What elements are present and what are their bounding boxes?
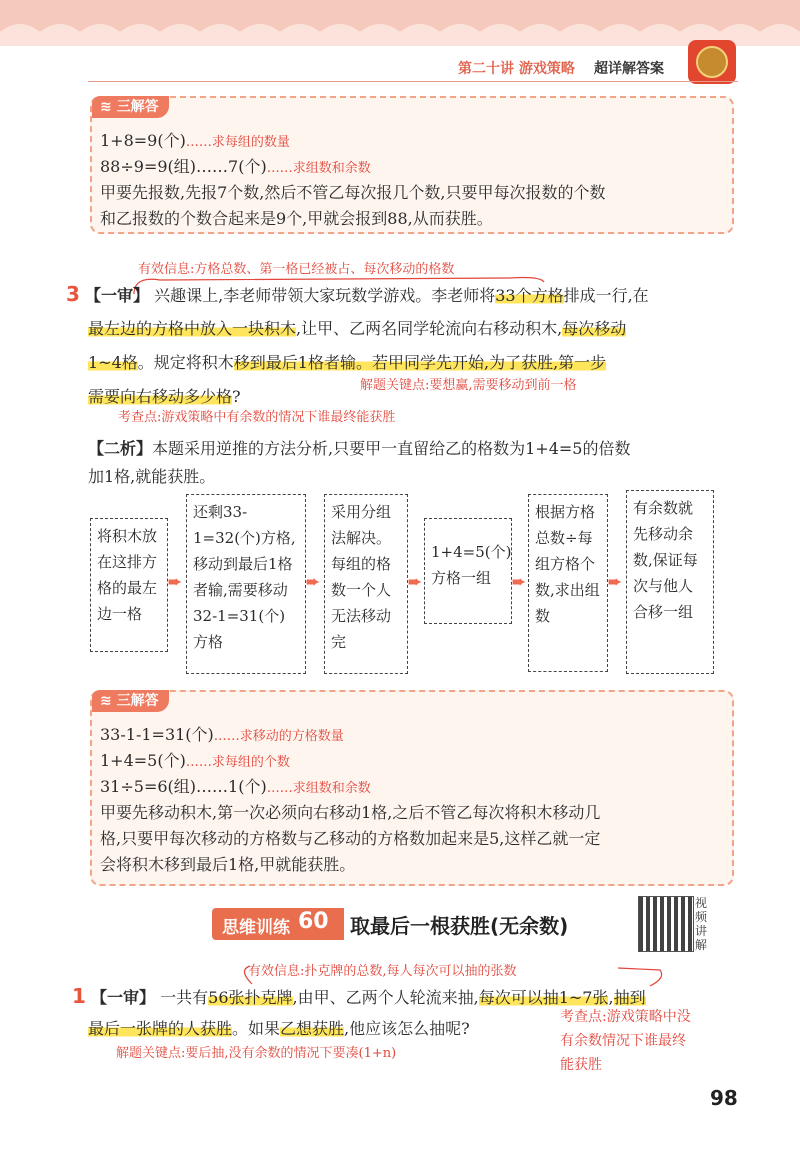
q3-highlight: 33个方格 [495,286,564,305]
qr-label: 视频讲解 [695,896,708,952]
q1-line-1 [72,984,646,1008]
q1-highlight: 每次可以抽1~7张 [478,988,609,1007]
answer-line [100,154,371,177]
exam-point-note-2: 有余数情况下谁最终 [560,1033,686,1049]
page-number: 98 [710,1086,738,1110]
q3-highlight: 。若甲同学先开始,为了获胜,第一步 [355,353,607,372]
key-point-note: 解题关键点:要后抽,没有余数的情况下要凑(1+n) [116,1046,397,1061]
answer-line: 甲要先报数,先报7个数,然后不管乙每次报几个数,只要甲每次报数的个数 [100,183,606,202]
flow-step-3: 采用分组法解决。每组的格数一个人无法移动完 [324,494,408,674]
analysis-tag: 【二析】 [88,439,153,458]
flow-step-4: 1+4=5(个)方格一组 [424,518,512,624]
analysis-text: 本题采用逆推的方法分析,只要甲一直留给乙的格数为1+4=5的倍数 [152,439,631,458]
equation: 1+4=5(个) [100,751,186,770]
equation: 33-1-1=31(个) [100,725,214,744]
q1-highlight: 抽到 [613,988,646,1007]
answer-line [100,774,371,797]
equation-note: ……求每组的个数 [185,755,290,770]
answer-line: 和乙报数的个数合起来是9个,甲就会报到88,从而获胜。 [100,209,493,228]
page-header [0,40,800,82]
arrow-icon: ➨ [608,572,622,591]
q1-highlight: 最后一张牌的人获胜 [88,1019,233,1038]
exam-point-note-1: 考查点:游戏策略中没 [560,1009,691,1025]
equation-note: ……求每组的数量 [185,135,290,150]
q3-line-4 [88,384,241,407]
q3-line-2 [88,316,626,339]
equation: 1+8=9(个) [100,131,186,150]
answer-line: 会将积木移到最后1格,甲就能获胜。 [100,855,356,874]
exam-point-note-3: 能获胜 [560,1057,602,1073]
answer-line [100,748,290,771]
chapter-title: 第二十讲 游戏策略 [458,61,575,77]
training-title: 取最后一根获胜(无余数) [350,914,569,938]
info-note: 有效信息:扑克牌的总数,每人每次可以抽的张数 [248,964,517,979]
q3-highlight: 1~4格 [88,353,138,372]
answer-line [100,128,290,151]
q3-line-3 [88,350,606,373]
question-number: 1 [72,984,86,1008]
q3-highlight: 每次移动 [562,319,627,338]
question-number: 3 [66,282,80,306]
q3-highlight: 移到最后1格者输 [233,353,356,372]
review-tag: 【一审】 [85,286,150,305]
equation: 31÷5=6(组)……1(个) [100,777,267,796]
qr-code-icon[interactable] [638,896,694,952]
exam-point-note: 考查点:游戏策略中有余数的情况下谁最终能获胜 [118,410,396,425]
q1-highlight: 56张扑克牌 [208,988,293,1007]
q1-line-2 [88,1016,470,1039]
q3-text: 兴趣课上,李老师带领大家玩数学游戏。李老师将 [154,286,496,305]
q3-text: ? [232,387,241,406]
header-divider [88,81,738,82]
arrow-icon: ➨ [306,572,320,591]
brand-logo-icon [688,40,736,84]
q1-text: ,他应该怎么抽呢? [344,1019,470,1038]
key-point-note: 解题关键点:要想赢,需要移动到前一格 [360,378,577,393]
q3-highlight: 最左边的方格中放入一块积木 [88,319,297,338]
equation: 88÷9=9(组)……7(个) [100,157,267,176]
flow-step-2: 还剩33-1=32(个)方格,移动到最后1格者输,需要移动32-1=31(个)方格 [186,494,306,674]
training-label: 思维训练 [222,918,290,938]
answer-line [100,722,344,745]
q3-line-1 [66,282,649,306]
training-number: 60 [298,909,329,934]
flow-step-5: 根据方格总数÷每组方格个数,求出组数 [528,494,608,672]
q1-text: , [608,988,614,1007]
q1-text: 。如果 [232,1019,281,1038]
answer-tag: ≋ 三解答 [92,96,169,118]
flow-step-1: 将积木放在这排方格的最左边一格 [90,518,168,652]
analysis-line-2: 加1格,就能获胜。 [88,467,216,486]
q1-text: 一共有 [160,988,209,1007]
analysis-line-1 [88,436,630,459]
equation-note: ……求移动的方格数量 [213,729,344,744]
info-note: 有效信息:方格总数、第一格已经被占、每次移动的格数 [138,262,455,277]
q3-text: 。规定将积木 [137,353,234,372]
answer-box-1 [90,96,734,234]
equation-note: ……求组数和余数 [266,161,371,176]
answer-line: 甲要先移动积木,第一次必须向右移动1格,之后不管乙每次将积木移动几 [100,803,601,822]
arrow-icon: ➨ [512,572,526,591]
review-tag: 【一审】 [91,988,156,1007]
answer-tag: ≋ 三解答 [92,690,169,712]
flow-step-6: 有余数就先移动余数,保证每次与他人合移一组 [626,490,714,674]
answer-box-2 [90,690,734,886]
training-badge [212,908,344,940]
answer-line: 格,只要甲每次移动的方格数与乙移动的方格数加起来是5,这样乙就一定 [100,829,601,848]
equation-note: ……求组数和余数 [266,781,371,796]
q3-text: 排成一行,在 [563,286,649,305]
arrow-icon: ➨ [408,572,422,591]
q1-text: ,由甲、乙两个人轮流来抽, [292,988,479,1007]
section-title: 超详解答案 [594,61,664,77]
q1-highlight: 乙想获胜 [280,1019,345,1038]
arrow-icon: ➨ [168,572,182,591]
q3-text: ,让甲、乙两名同学轮流向右移动积木, [296,319,563,338]
q3-highlight: 需要向右移动多少格 [88,387,233,406]
